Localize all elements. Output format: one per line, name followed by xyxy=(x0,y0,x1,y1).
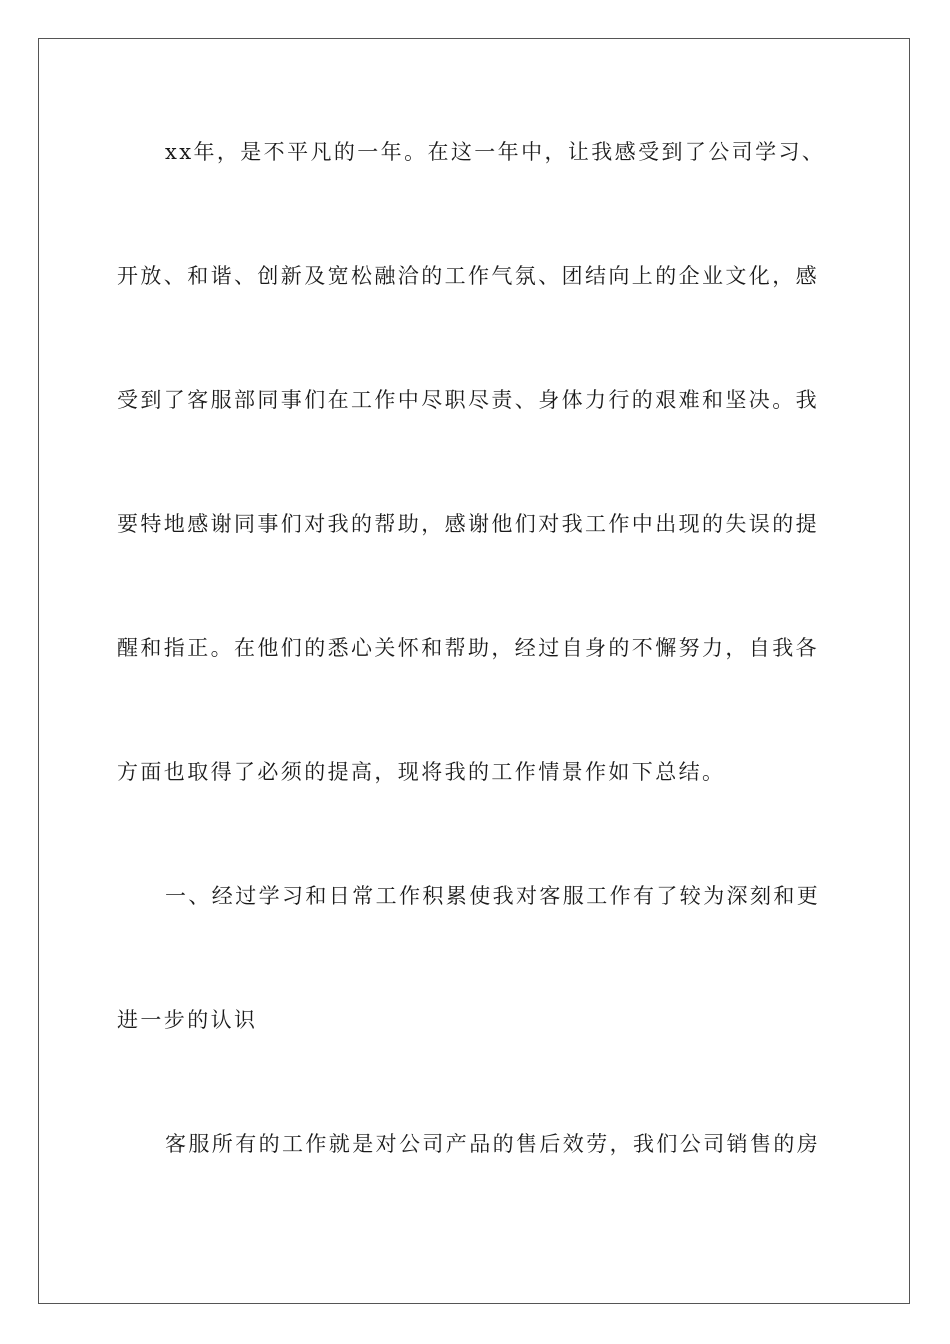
section-heading-line-2: 进一步的认识 xyxy=(117,1008,258,1032)
paragraph-1-line-2: 开放、和谐、创新及宽松融洽的工作气氛、团结向上的企业文化，感 xyxy=(117,264,819,288)
paragraph-1-line-5: 醒和指正。在他们的悉心关怀和帮助，经过自身的不懈努力，自我各 xyxy=(117,636,819,660)
paragraph-1-line-6: 方面也取得了必须的提高，现将我的工作情景作如下总结。 xyxy=(117,760,726,784)
paragraph-1-line-1: xx年，是不平凡的一年。在这一年中，让我感受到了公司学习、 xyxy=(165,140,826,164)
paragraph-1-line-4: 要特地感谢同事们对我的帮助，感谢他们对我工作中出现的失误的提 xyxy=(117,512,819,536)
paragraph-2-line-1: 客服所有的工作就是对公司产品的售后效劳，我们公司销售的房 xyxy=(165,1132,821,1156)
paragraph-1-line-3: 受到了客服部同事们在工作中尽职尽责、身体力行的艰难和坚决。我 xyxy=(117,388,819,412)
page-border xyxy=(38,38,910,1304)
section-heading-line-1: 一、经过学习和日常工作积累使我对客服工作有了较为深刻和更 xyxy=(165,884,821,908)
